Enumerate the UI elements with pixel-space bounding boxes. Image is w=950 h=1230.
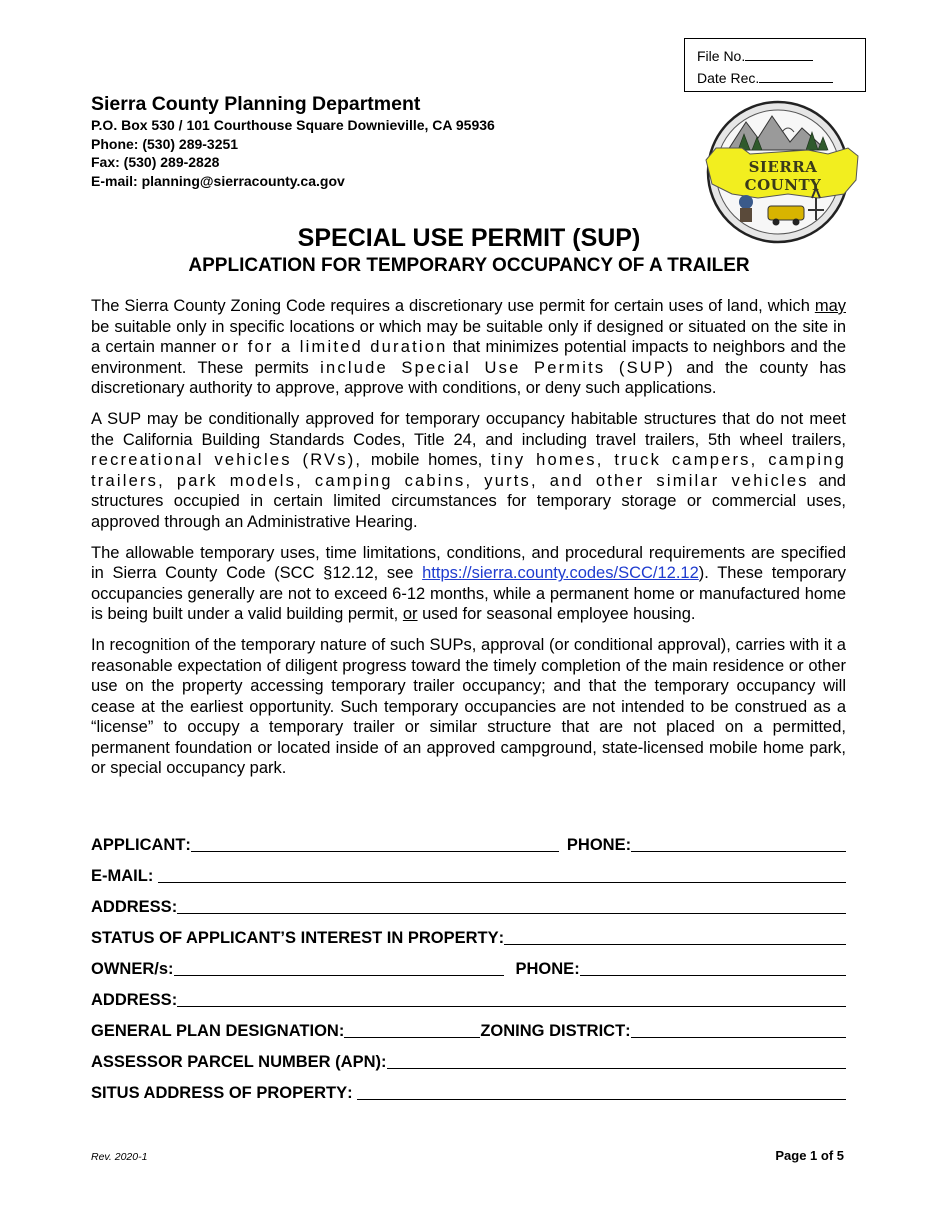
situs-row: SITUS ADDRESS OF PROPERTY : [91,1072,846,1103]
department-email: E-mail: planning@sierracounty.ca.gov [91,172,345,189]
address-label: ADDRESS [91,898,172,916]
apn-field[interactable] [387,1053,847,1069]
page-subtitle: APPLICATION FOR TEMPORARY OCCUPANCY OF A TRAILER [188,255,750,276]
p2-text-a: A SUP may be conditionally approved for temporary occupancy habitable structures that do not meet the California Building Standards Codes, Title 24, and including travel trailers, 5th wheel trailers, [91,409,846,449]
p1-text-f: include Special Use Permits (SUP) [320,358,675,377]
owner-label: OWNER/s [91,960,169,978]
p1-text-a: The Sierra County Zoning Code requires a discretionary use permit for certain uses of land, which [91,297,815,315]
p2-text-e: and structures occupied in certain limited circumstances for temporary storage or commercial uses, approved through an Administrative Hearing. [91,471,846,531]
p3-text-d: used for seasonal employee housing. [417,605,696,624]
paragraph-1 [91,296,846,399]
department-header [91,92,495,190]
department-address: P.O. Box 530 / 101 Courthouse Square Downieville, CA 95936 [91,117,495,133]
applicant-phone-label: PHONE [566,836,626,854]
department-fax: Fax: (530) 289-2828 [91,154,220,170]
page-number: Page 1 of 5 [775,1148,844,1163]
p1-text-e: that minimizes potential impacts to neighbors and the environment. These permits [91,338,846,377]
email-field[interactable] [158,867,846,883]
department-phone: Phone: (530) 289-3251 [91,135,239,152]
scc-code-link[interactable]: https://sierra.county.codes/SCC/12.12 [422,564,699,583]
address-field[interactable] [177,898,846,914]
date-rec-field[interactable] [759,68,833,83]
department-name: Sierra County Planning Department [91,93,421,115]
paragraph-2 [91,409,846,533]
paragraph-4: In recognition of the temporary nature of such SUPs, approval (or conditional approval), carries with it a reasonable expectation of diligent progress toward the timely completion of the main residence or other use on the property accessing temporary trailer occupancy; and that the temporary occupancy will cease at the earliest opportunity. Such temporary occupancies are not intended to be construed as a “license” to occupy a temporary trailer or similar structure that are not placed on a permitted, permanent foundation or located inside of an approved campground, state-licensed mobile home park, or special occupancy park. [91,635,846,778]
status-label: STATUS OF APPLICANT’S INTEREST IN PROPERTY [91,929,499,947]
general-plan-field[interactable] [344,1022,480,1038]
email-row: E-MAIL : [91,855,846,886]
situs-field[interactable] [357,1084,846,1100]
file-no-field[interactable] [745,46,813,61]
applicant-row: APPLICANT : PHONE : [91,824,846,855]
p2-text-c: mobile homes, [362,451,491,470]
situs-label: SITUS ADDRESS OF PROPERTY [91,1084,348,1102]
apn-label: ASSESSOR PARCEL NUMBER (APN) [91,1053,381,1071]
zoning-district-field[interactable] [631,1022,846,1038]
apn-row: ASSESSOR PARCEL NUMBER (APN) : [91,1041,846,1072]
applicant-phone-field[interactable] [631,836,846,852]
p2-text-b: recreational vehicles (RVs), [91,451,363,470]
plan-zoning-row: GENERAL PLAN DESIGNATION : ZONING DISTRICT : [91,1010,846,1041]
date-rec-label: Date Rec. [697,70,760,86]
zoning-district-label: ZONING DISTRICT [480,1022,626,1040]
p3-text-a: The allowable temporary uses, time limitations, conditions, and procedural requirements are specified in Sierra County Code (SCC §12.12, see [91,543,846,583]
file-no-label: File No. [697,48,746,64]
application-form [91,824,846,1103]
owner-address-label: ADDRESS [91,991,172,1009]
p3-text-b: ). These temporary occupancies generally are not to exceed 6-12 months, while a permanent home or manufactured home is being built under a valid building permit, [91,564,846,624]
owner-field[interactable] [174,960,504,976]
paragraph-3 [91,543,846,625]
owner-row: OWNER/s : PHONE : [91,948,846,979]
owner-phone-label: PHONE [515,960,575,978]
seal-text: SIERRA COUNTY [744,158,822,194]
applicant-field[interactable] [191,836,559,852]
p1-text-d: or for a limited duration [221,338,448,357]
page-title: SPECIAL USE PERMIT (SUP) [297,224,641,252]
owner-address-row: ADDRESS : [91,979,846,1010]
status-row: STATUS OF APPLICANT’S INTEREST IN PROPERTY : [91,917,846,948]
owner-address-field[interactable] [177,991,846,1007]
p1-text-c: be suitable only in specific locations or which may be suitable only if designed or situated on the site in a certain manner [91,317,846,357]
status-field[interactable] [504,929,846,945]
p1-text-g: and the county has discretionary authority to approve, approve with conditions, or deny such applications. [91,358,846,398]
p1-may-underlined: may [814,297,846,315]
general-plan-label: GENERAL PLAN DESIGNATION [91,1022,339,1040]
body-text [91,296,846,789]
title-block [0,222,950,278]
p3-or-underlined: or [402,605,418,624]
email-label: E-MAIL [91,867,148,885]
revision-label: Rev. 2020-1 [91,1151,148,1163]
owner-phone-field[interactable] [580,960,846,976]
address-row: ADDRESS : [91,886,846,917]
file-info-box [684,38,866,92]
applicant-label: APPLICANT [91,836,186,854]
p2-text-d: tiny homes, truck campers, camping trailers, park models, camping cabins, yurts, and other similar vehicles [91,451,846,490]
